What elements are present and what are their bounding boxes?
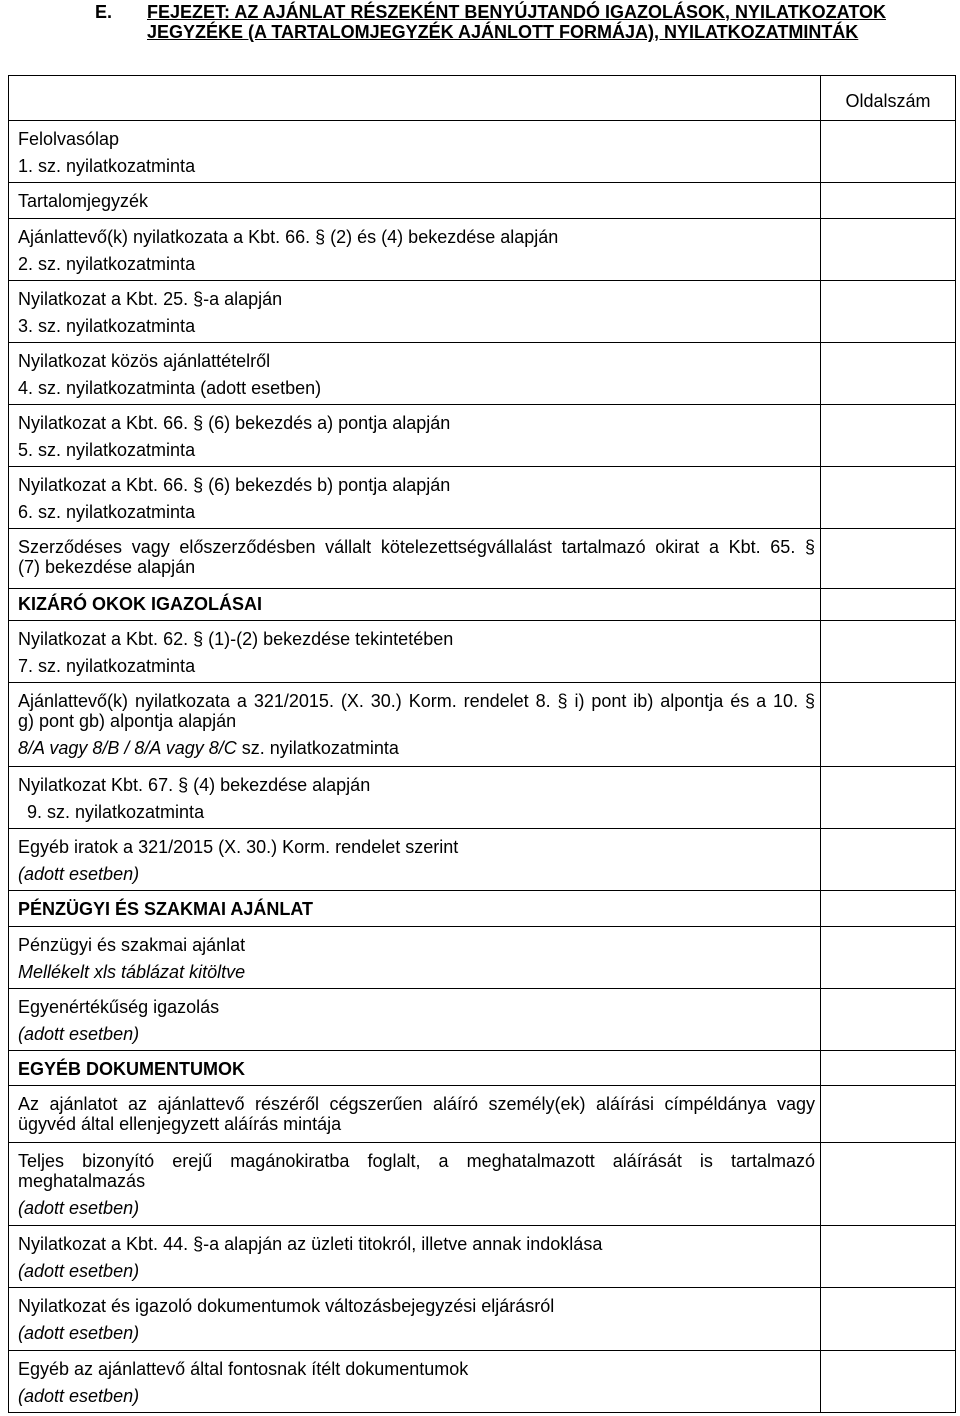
toc-row — [9, 683, 955, 767]
toc-section-row — [9, 891, 955, 927]
optional-note: (adott esetben) — [18, 1386, 140, 1406]
toc-entry-title-cont: ügyvéd által ellenjegyzett aláírás mintája — [18, 1114, 342, 1134]
toc-row — [9, 989, 955, 1051]
toc-row — [9, 183, 955, 219]
page-number-cell — [821, 829, 955, 890]
toc-entry-cell — [9, 891, 821, 926]
toc-row — [9, 343, 955, 405]
page-number-cell — [821, 1351, 955, 1412]
toc-entry-cell — [9, 467, 821, 528]
toc-entry-cell — [9, 767, 821, 828]
optional-note: (adott esetben) — [18, 1323, 140, 1343]
section-heading: KIZÁRÓ OKOK IGAZOLÁSAI — [18, 594, 262, 614]
toc-entry-title-cont: (7) bekezdése alapján — [18, 557, 196, 577]
toc-row — [9, 829, 955, 891]
form-variants: 8/A vagy 8/B / 8/A vagy 8/C — [18, 738, 237, 758]
page-number-cell — [821, 683, 955, 766]
chapter-number: E. — [95, 2, 113, 22]
chapter-title: FEJEZET: AZ AJÁNLAT RÉSZEKÉNT BENYÚJTANDÓ IGAZOLÁSOK, NYILATKOZATOK JEGYZÉKE (A TARTALOMJEGYZÉK AJÁNLOTT FORMÁJA), NYILATKOZATMINTÁK — [147, 2, 887, 42]
toc-entry-cell — [9, 183, 821, 218]
toc-entry-title: Nyilatkozat a Kbt. 44. §-a alapján az üzleti titokról, illetve annak indoklása — [18, 1234, 603, 1254]
toc-row — [9, 1086, 955, 1143]
page-number-cell — [821, 343, 955, 404]
toc-table — [8, 75, 956, 1413]
form-template-ref: 9. sz. nyilatkozatminta — [27, 802, 205, 822]
optional-note: (adott esetben) — [18, 1024, 140, 1044]
page-number-cell — [821, 1288, 955, 1350]
form-template-ref: 5. sz. nyilatkozatminta — [18, 440, 196, 460]
toc-row — [9, 467, 955, 529]
page-number-column-header — [821, 76, 955, 120]
toc-entry-cell — [9, 829, 821, 890]
toc-entry-title-cont: meghatalmazás — [18, 1171, 146, 1191]
toc-entry-title: Egyéb az ajánlattevő által fontosnak ítélt dokumentumok — [18, 1359, 469, 1379]
toc-row — [9, 1351, 955, 1413]
page-number-column-label: Oldalszám — [845, 91, 931, 111]
toc-row — [9, 621, 955, 683]
page-number-cell — [821, 529, 955, 588]
form-suffix: sz. nyilatkozatminta — [241, 738, 399, 758]
toc-row — [9, 529, 955, 589]
page-number-cell — [821, 589, 955, 620]
toc-entry-cell — [9, 405, 821, 466]
toc-row — [9, 281, 955, 343]
attachment-note: Mellékelt xls táblázat kitöltve — [18, 962, 246, 982]
toc-entry-cell — [9, 1143, 821, 1225]
optional-note: (adott esetben) — [18, 1198, 140, 1218]
toc-entry-cell — [9, 621, 821, 682]
toc-entry-title-cont: g) pont gb) alpontja alapján — [18, 711, 237, 731]
page-number-cell — [821, 767, 955, 828]
form-template-ref: 6. sz. nyilatkozatminta — [18, 502, 196, 522]
toc-entry-cell — [9, 683, 821, 766]
toc-row — [9, 767, 955, 829]
page-number-cell — [821, 219, 955, 280]
form-template-ref: 2. sz. nyilatkozatminta — [18, 254, 196, 274]
optional-note: (adott esetben) — [18, 1261, 140, 1281]
toc-entry-title: Pénzügyi és szakmai ajánlat — [18, 935, 246, 955]
page-number-cell — [821, 1051, 955, 1085]
toc-entry-title: Nyilatkozat a Kbt. 62. § (1)-(2) bekezdése tekintetében — [18, 629, 454, 649]
page-number-cell — [821, 927, 955, 988]
toc-entry-title: Nyilatkozat a Kbt. 25. §-a alapján — [18, 289, 283, 309]
toc-entry-cell — [9, 1288, 821, 1350]
toc-section-row — [9, 589, 955, 621]
page-number-cell — [821, 405, 955, 466]
section-heading: EGYÉB DOKUMENTUMOK — [18, 1059, 246, 1079]
toc-entry-cell — [9, 1226, 821, 1287]
toc-entry-cell — [9, 927, 821, 988]
section-heading: PÉNZÜGYI ÉS SZAKMAI AJÁNLAT — [18, 899, 314, 919]
toc-entry-title: Felolvasólap — [18, 129, 120, 149]
toc-entry-title: Ajánlattevő(k) nyilatkozata a Kbt. 66. § (2) és (4) bekezdése alapján — [18, 227, 559, 247]
toc-entry-title: Nyilatkozat a Kbt. 66. § (6) bekezdés b) pontja alapján — [18, 475, 451, 495]
toc-entry-cell — [9, 529, 821, 588]
toc-entry-title: Egyéb iratok a 321/2015 (X. 30.) Korm. rendelet szerint — [18, 837, 459, 857]
page-number-cell — [821, 281, 955, 342]
page-number-cell — [821, 1086, 955, 1142]
toc-entry-cell — [9, 589, 821, 620]
form-template-ref: 4. sz. nyilatkozatminta (adott esetben) — [18, 378, 322, 398]
toc-entry-cell — [9, 1051, 821, 1085]
toc-entry-title: Az ajánlatot az ajánlattevő részéről cégszerűen aláíró személy(ek) aláírási címpéldánya vagy — [18, 1094, 815, 1114]
toc-row — [9, 927, 955, 989]
toc-entry-cell — [9, 1351, 821, 1412]
form-template-ref: 1. sz. nyilatkozatminta — [18, 156, 196, 176]
form-template-ref: 3. sz. nyilatkozatminta — [18, 316, 196, 336]
toc-entry-title: Nyilatkozat a Kbt. 66. § (6) bekezdés a) pontja alapján — [18, 413, 451, 433]
toc-entry-cell — [9, 219, 821, 280]
toc-entry-title: Tartalomjegyzék — [18, 191, 149, 211]
form-template-ref: 7. sz. nyilatkozatminta — [18, 656, 196, 676]
toc-entry-cell — [9, 121, 821, 182]
toc-row — [9, 121, 955, 183]
page-number-cell — [821, 467, 955, 528]
page-number-cell — [821, 989, 955, 1050]
page-number-cell — [821, 183, 955, 218]
toc-entry-title: Nyilatkozat és igazoló dokumentumok változásbejegyzési eljárásról — [18, 1296, 555, 1316]
page-number-cell — [821, 1226, 955, 1287]
toc-entry-cell — [9, 343, 821, 404]
toc-entry-cell — [9, 989, 821, 1050]
toc-entry-title: Nyilatkozat Kbt. 67. § (4) bekezdése alapján — [18, 775, 371, 795]
optional-note: (adott esetben) — [18, 864, 140, 884]
toc-row — [9, 1143, 955, 1226]
toc-entry-title: Szerződéses vagy előszerződésben vállalt kötelezettségvállalást tartalmazó okirat a Kbt. 65. § — [18, 537, 815, 557]
toc-row — [9, 1226, 955, 1288]
toc-entry-cell — [9, 1086, 821, 1142]
toc-row — [9, 1288, 955, 1351]
toc-entry-title: Egyenértékűség igazolás — [18, 997, 220, 1017]
page-number-cell — [821, 121, 955, 182]
toc-row — [9, 405, 955, 467]
toc-row — [9, 219, 955, 281]
toc-entry-cell — [9, 281, 821, 342]
page-number-cell — [821, 891, 955, 926]
page-number-cell — [821, 621, 955, 682]
toc-entry-title: Ajánlattevő(k) nyilatkozata a 321/2015. (X. 30.) Korm. rendelet 8. § i) pont ib) alpontja és a 10. § — [18, 691, 815, 711]
toc-entry-title: Teljes bizonyító erejű magánokiratba foglalt, a meghatalmazott aláírását is tartalmazó — [18, 1151, 815, 1171]
toc-header-blank-cell — [9, 76, 821, 120]
toc-section-row — [9, 1051, 955, 1086]
page-number-cell — [821, 1143, 955, 1225]
form-template-ref — [18, 738, 815, 758]
toc-header-row — [9, 76, 955, 121]
toc-entry-title: Nyilatkozat közös ajánlattételről — [18, 351, 271, 371]
chapter-heading — [0, 2, 960, 46]
